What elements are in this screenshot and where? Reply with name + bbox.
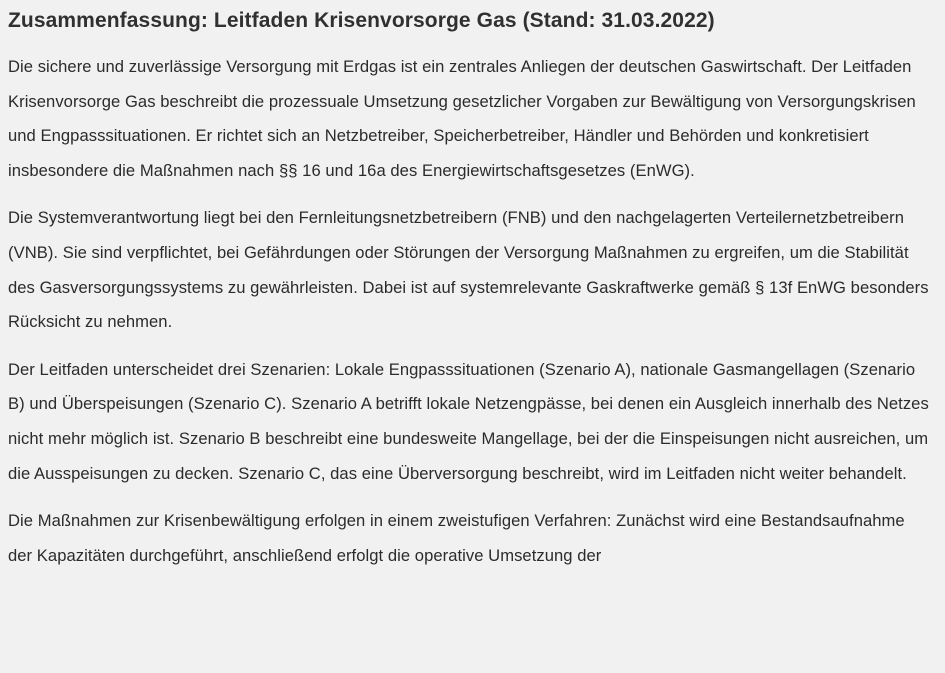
paragraph-system-responsibility: Die Systemverantwortung liegt bei den Fernleitungsnetzbetreibern (FNB) und den nachgelagerten Verteilernetzbetreibern (VNB). Sie sind verpflichtet, bei Gefährdungen oder Störungen der Versorgung Maßnahmen zu ergreifen, um die Stabilität des Gasversorgungssystems zu gewährleisten. Dabei ist auf systemrelevante Gaskraftwerke gemäß § 13f EnWG besonders Rücksicht zu nehmen. xyxy=(8,208,929,332)
paragraph-introduction: Die sichere und zuverlässige Versorgung mit Erdgas ist ein zentrales Anliegen der deutschen Gaswirtschaft. Der Leitfaden Krisenvorsorge Gas beschreibt die prozessuale Umsetzung gesetzlicher Vorgaben zur Bewältigung von Versorgungskrisen und Engpasssituationen. Er richtet sich an Netzbetreiber, Speicherbetreiber, Händler und Behörden und konkretisiert insbesondere die Maßnahmen nach §§ 16 und 16a des Energiewirtschaftsgesetzes (EnWG). xyxy=(8,57,916,180)
paragraph-measures: Die Maßnahmen zur Krisenbewältigung erfolgen in einem zweistufigen Verfahren: Zunächst wird eine Bestandsaufnahme der Kapazitäten durchgeführt, anschließend erfolgt die operative Umsetzung der xyxy=(8,511,905,565)
paragraph-scenarios: Der Leitfaden unterscheidet drei Szenarien: Lokale Engpasssituationen (Szenario A), nationale Gasmangellagen (Szenario B) und Überspeisungen (Szenario C). Szenario A betrifft lokale Netzengpässe, bei denen ein Ausgleich innerhalb des Netzes nicht mehr möglich ist. Szenario B beschreibt eine bundesweite Mangellage, bei der die Einspeisungen nicht ausreichen, um die Ausspeisungen zu decken. Szenario C, das eine Überversorgung beschreibt, wird im Leitfaden nicht weiter behandelt. xyxy=(8,359,929,483)
document-title: Zusammenfassung: Leitfaden Krisenvorsorge Gas (Stand: 31.03.2022) xyxy=(8,9,715,32)
